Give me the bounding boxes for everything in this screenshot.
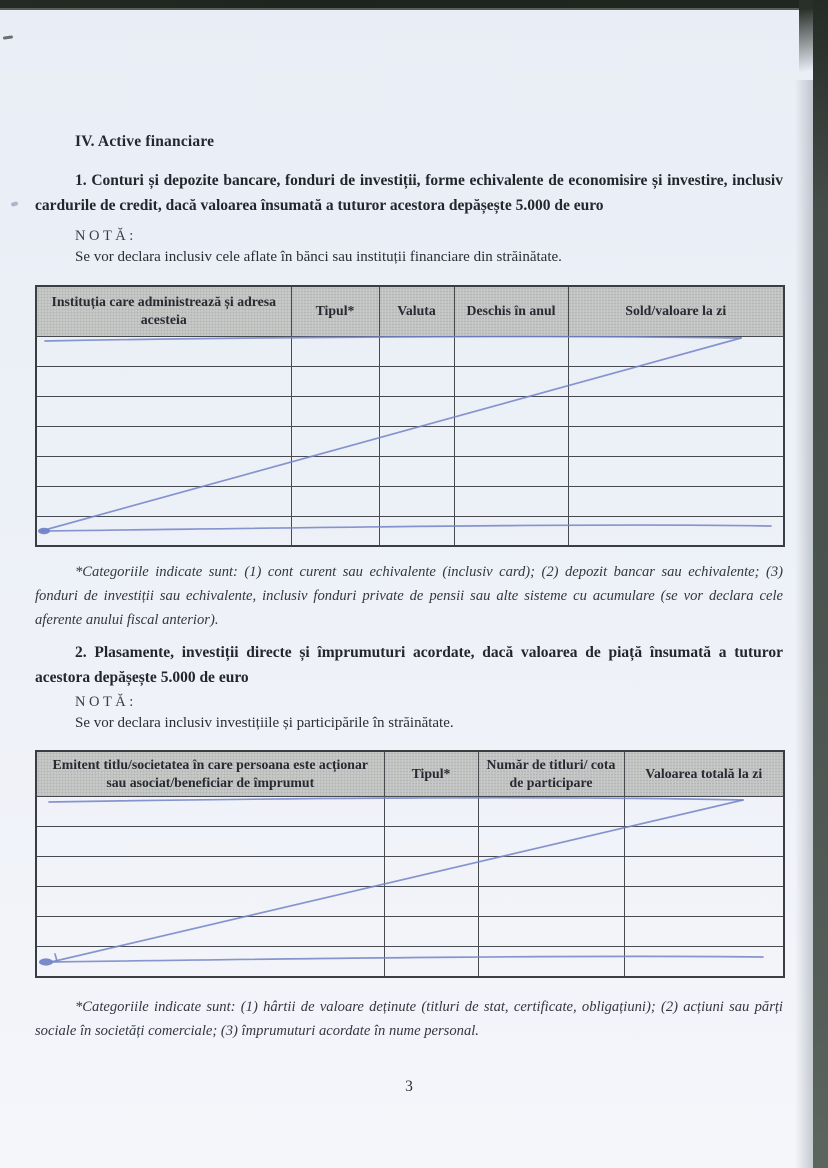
- table-row: [36, 516, 784, 546]
- scan-edge-right: [813, 0, 828, 1168]
- table-cell: [478, 947, 624, 977]
- table-cell: [291, 336, 379, 366]
- table-cell: [568, 486, 784, 516]
- table-row: [36, 827, 784, 857]
- item2-footnote: *Categoriile indicate sunt: (1) hârtii de valoare deținute (titluri de stat, certificate, obligațiuni); (2) acțiuni sau părți sociale în societăți comerciale; (3) împrumuturi acordate în nume personal.: [35, 999, 783, 1039]
- scan-gutter-shadow: [795, 80, 813, 1168]
- table-cell: [624, 827, 784, 857]
- table-row: [36, 857, 784, 887]
- section-title: IV. Active financiare: [75, 133, 215, 150]
- table-cell: [36, 516, 291, 546]
- table-cell: [291, 486, 379, 516]
- item2-heading: 2. Plasamente, investiții directe și împrumuturi acordate, dacă valoarea de piață însumată a tuturor acestora depășește 5.000 de euro: [35, 644, 783, 686]
- scan-edge-top: [0, 0, 828, 10]
- table-cell: [384, 947, 478, 977]
- table-cell: [384, 857, 478, 887]
- table-cell: [291, 456, 379, 486]
- table-cell: [454, 426, 568, 456]
- table-cell: [568, 396, 784, 426]
- column-header-currency: Valuta: [379, 286, 454, 336]
- accounts-table-header-row: [36, 286, 784, 336]
- scan-artifact-dash: [3, 35, 13, 39]
- item1-note-label: NOTĂ:: [75, 228, 137, 244]
- table-cell: [291, 426, 379, 456]
- table-cell: [36, 336, 291, 366]
- table-cell: [36, 426, 291, 456]
- table-row: [36, 486, 784, 516]
- accounts-table-wrapper: [35, 285, 783, 545]
- table-row: [36, 426, 784, 456]
- table-cell: [624, 797, 784, 827]
- column-header-opened-year: Deschis în anul: [454, 286, 568, 336]
- table-cell: [454, 366, 568, 396]
- column-header-total-value: Valoarea totală la zi: [624, 751, 784, 797]
- table-cell: [36, 486, 291, 516]
- table-cell: [624, 887, 784, 917]
- table-cell: [379, 486, 454, 516]
- table-cell: [454, 516, 568, 546]
- table-cell: [36, 887, 384, 917]
- table-row: [36, 947, 784, 977]
- table-cell: [36, 917, 384, 947]
- column-header-type: Tipul*: [291, 286, 379, 336]
- table-cell: [478, 887, 624, 917]
- table-cell: [379, 426, 454, 456]
- table-cell: [568, 366, 784, 396]
- table-cell: [478, 917, 624, 947]
- column-header-institution: Instituția care administrează și adresa acesteia: [36, 286, 291, 336]
- table-cell: [454, 396, 568, 426]
- table-cell: [384, 887, 478, 917]
- table-cell: [454, 336, 568, 366]
- item2-note-label: NOTĂ:: [75, 694, 137, 710]
- accounts-table: [35, 285, 785, 547]
- item2-note-text: Se vor declara inclusiv investițiile și participările în străinătate.: [75, 715, 454, 731]
- scan-artifact-dash: [11, 201, 19, 207]
- page-number: 3: [405, 1078, 413, 1095]
- table-cell: [291, 396, 379, 426]
- table-cell: [36, 947, 384, 977]
- table-cell: [568, 456, 784, 486]
- table-cell: [454, 486, 568, 516]
- column-header-issuer: Emitent titlu/societatea în care persoana este acționar sau asociat/beneficiar de împrumut: [36, 751, 384, 797]
- table-cell: [379, 366, 454, 396]
- table-cell: [568, 426, 784, 456]
- column-header-type: Tipul*: [384, 751, 478, 797]
- table-cell: [384, 797, 478, 827]
- table-cell: [379, 396, 454, 426]
- table-cell: [36, 827, 384, 857]
- table-cell: [36, 366, 291, 396]
- table-cell: [291, 516, 379, 546]
- item1-footnote: *Categoriile indicate sunt: (1) cont curent sau echivalente (inclusiv card); (2) depozit bancar sau echivalente; (3) fonduri de investiții sau echivalente, inclusiv fonduri private de pensii sau alte sisteme cu acumulare (se vor declara cele aferente anului fiscal anterior).: [35, 564, 783, 628]
- table-row: [36, 887, 784, 917]
- table-cell: [478, 857, 624, 887]
- table-cell: [384, 827, 478, 857]
- table-cell: [478, 827, 624, 857]
- investments-table-wrapper: [35, 750, 783, 972]
- table-row: [36, 396, 784, 426]
- table-cell: [478, 797, 624, 827]
- investments-table: [35, 750, 785, 978]
- column-header-titles-count: Număr de titluri/ cota de participare: [478, 751, 624, 797]
- table-cell: [384, 917, 478, 947]
- table-row: [36, 797, 784, 827]
- table-row: [36, 336, 784, 366]
- table-cell: [379, 516, 454, 546]
- table-cell: [36, 857, 384, 887]
- investments-table-header-row: [36, 751, 784, 797]
- table-cell: [379, 336, 454, 366]
- table-cell: [624, 917, 784, 947]
- item1-heading: 1. Conturi și depozite bancare, fonduri de investiții, forme echivalente de economisire și investire, inclusiv cardurile de credit, dacă valoarea însumată a tuturor acestora depășește 5.000 de euro: [35, 172, 783, 214]
- item1-note-text: Se vor declara inclusiv cele aflate în bănci sau instituții financiare din străinătate.: [75, 249, 562, 265]
- table-cell: [454, 456, 568, 486]
- table-row: [36, 456, 784, 486]
- column-header-balance: Sold/valoare la zi: [568, 286, 784, 336]
- table-cell: [624, 947, 784, 977]
- table-cell: [379, 456, 454, 486]
- table-cell: [568, 516, 784, 546]
- table-row: [36, 917, 784, 947]
- table-cell: [36, 456, 291, 486]
- table-cell: [36, 396, 291, 426]
- table-cell: [36, 797, 384, 827]
- table-cell: [291, 366, 379, 396]
- table-row: [36, 366, 784, 396]
- table-cell: [568, 336, 784, 366]
- table-cell: [624, 857, 784, 887]
